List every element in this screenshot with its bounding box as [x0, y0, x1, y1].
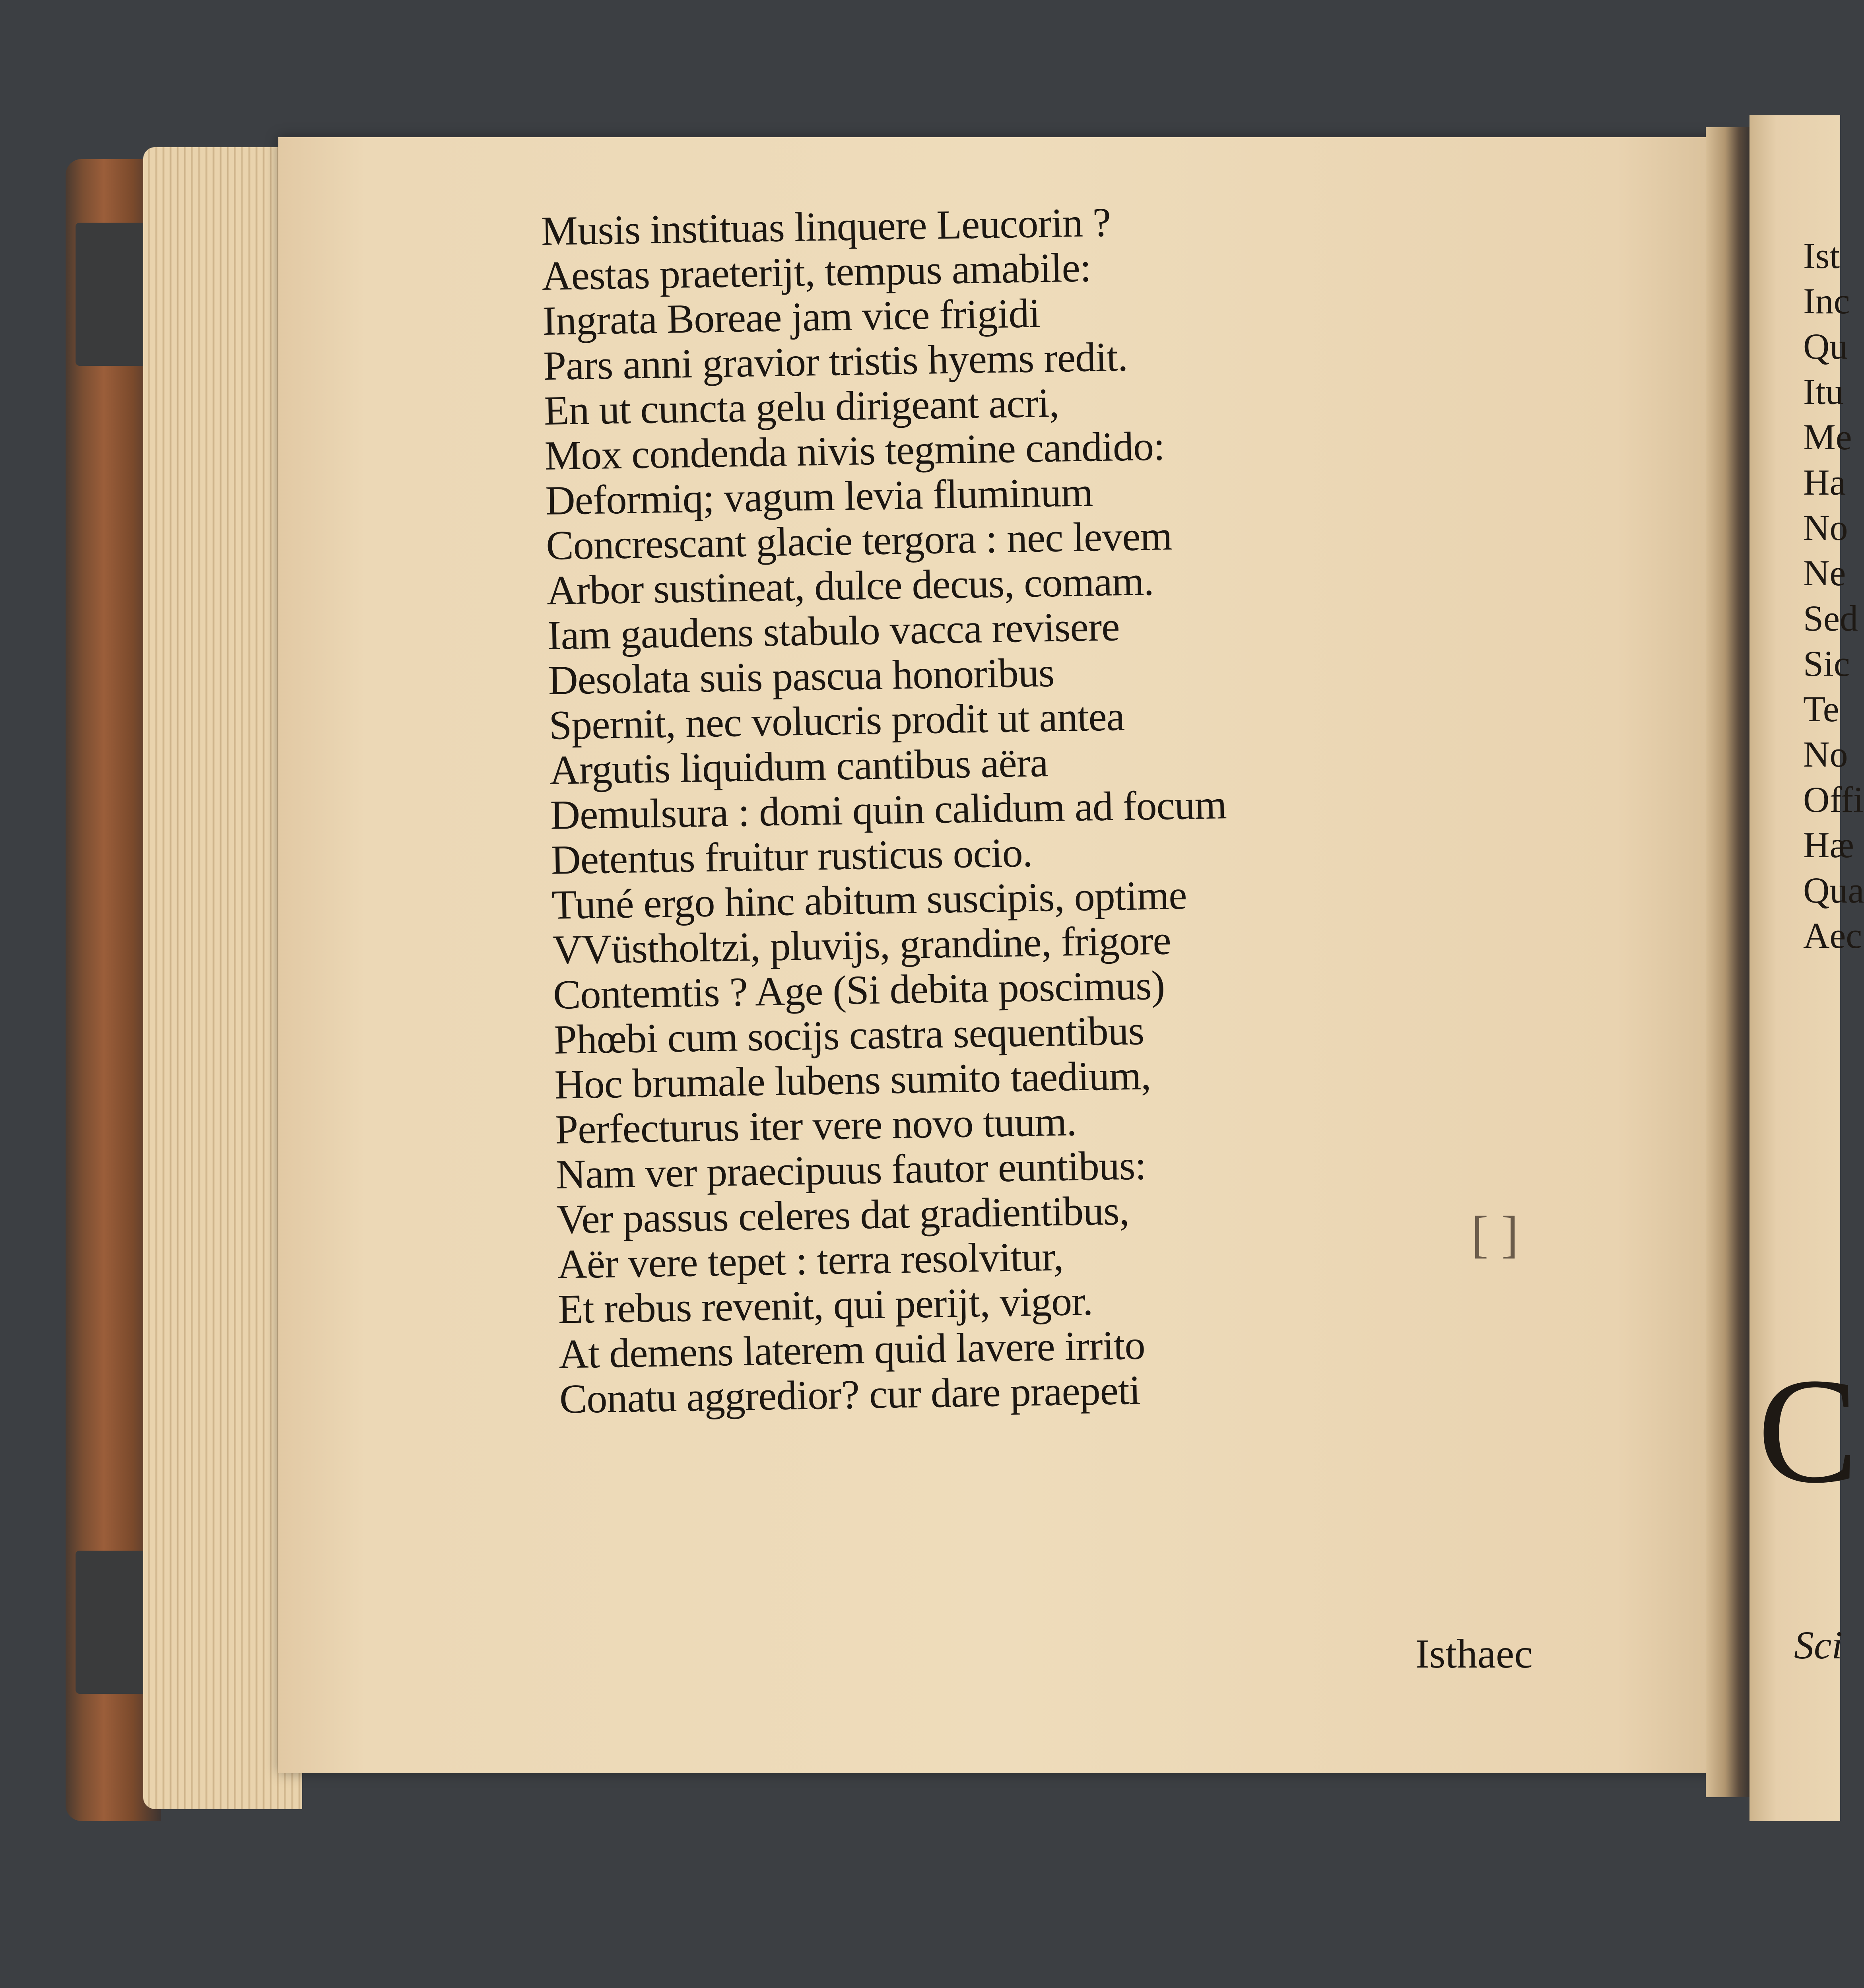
right-page-line: No	[1803, 507, 1848, 548]
verse-line: Nam ver praecipuus fautor euntibus:	[555, 1142, 1146, 1198]
right-page-line: Te	[1803, 689, 1839, 729]
gutter	[1706, 127, 1753, 1797]
verse-line: Argutis liquidum cantibus aëra	[549, 740, 1048, 793]
verse-line: Hoc brumale lubens sumito taedium,	[554, 1052, 1151, 1108]
verse-line: Contemtis ? Age (Si debita poscimus)	[553, 962, 1165, 1018]
right-page-line: Me	[1803, 417, 1852, 457]
right-page-line: Aec	[1803, 915, 1862, 956]
verse-line: Perfecturus iter vere novo tuum.	[555, 1099, 1077, 1153]
verse-line: Pars anni gravior tristis hyems redit.	[543, 334, 1128, 389]
right-page-line: No	[1803, 734, 1848, 775]
verse-line: En ut cuncta gelu dirigeant acri,	[544, 380, 1060, 434]
catchword: Isthaec	[1415, 1631, 1533, 1677]
verse-line: Phœbi cum socijs castra sequentibus	[553, 1008, 1144, 1063]
verse-line: Mox condenda nivis tegmine candido:	[544, 423, 1165, 479]
right-page-line: Ist	[1803, 235, 1840, 276]
verse-line: Deformiq; vagum levia fluminum	[545, 469, 1093, 524]
verse-line: Ingrata Boreae jam vice frigidi	[542, 290, 1041, 344]
verse-line: At demens laterem quid lavere irrito	[558, 1322, 1146, 1377]
verse-line: Demulsura : domi quin calidum ad focum	[550, 782, 1227, 838]
right-page-line: Itu	[1803, 371, 1844, 412]
verse-line: Conatu aggredior? cur dare praepeti	[559, 1367, 1141, 1422]
right-page-line: Offi	[1803, 779, 1864, 820]
verse-line: Desolata suis pascua honoribus	[548, 649, 1055, 703]
verse-line: Arbor sustineat, dulce decus, comam.	[546, 558, 1154, 613]
right-page-line: Qua	[1803, 870, 1864, 911]
right-page-line: Ha	[1803, 462, 1846, 503]
verse-line: VVüstholtzi, pluvijs, grandine, frigore	[552, 917, 1171, 973]
margin-bracket: [ ]	[1471, 1206, 1519, 1263]
right-page-line: Inc	[1803, 281, 1850, 321]
verse-line: Musis instituas linquere Leucorin ?	[540, 199, 1111, 254]
verse-line: Concrescant glacie tergora : nec levem	[546, 513, 1173, 569]
right-page-footer: Sci	[1794, 1623, 1843, 1667]
right-page-line: Qu	[1803, 326, 1848, 367]
verse-line: Et rebus revenit, qui perijt, vigor.	[557, 1278, 1093, 1332]
verse-line: Tuné ergo hinc abitum suscipis, optime	[551, 872, 1187, 928]
verse-text-block	[541, 194, 1514, 1421]
verse-line: Aestas praeterijt, tempus amabile:	[541, 245, 1091, 299]
verse-line: Ver passus celeres dat gradientibus,	[556, 1188, 1130, 1242]
right-page-line: Hæ	[1803, 825, 1854, 865]
verse-line: Aër vere tepet : terra resolvitur,	[557, 1233, 1064, 1287]
right-page-line: Sed	[1803, 598, 1858, 639]
right-page-capital: C	[1757, 1347, 1858, 1514]
right-page-line: Sic	[1803, 643, 1850, 684]
verse-line: Iam gaudens stabulo vacca revisere	[547, 604, 1120, 658]
right-page-line: Ne	[1803, 553, 1846, 593]
verse-line: Spernit, nec volucris prodit ut antea	[548, 693, 1125, 748]
verse-line: Detentus fruitur rusticus ocio.	[550, 829, 1033, 883]
